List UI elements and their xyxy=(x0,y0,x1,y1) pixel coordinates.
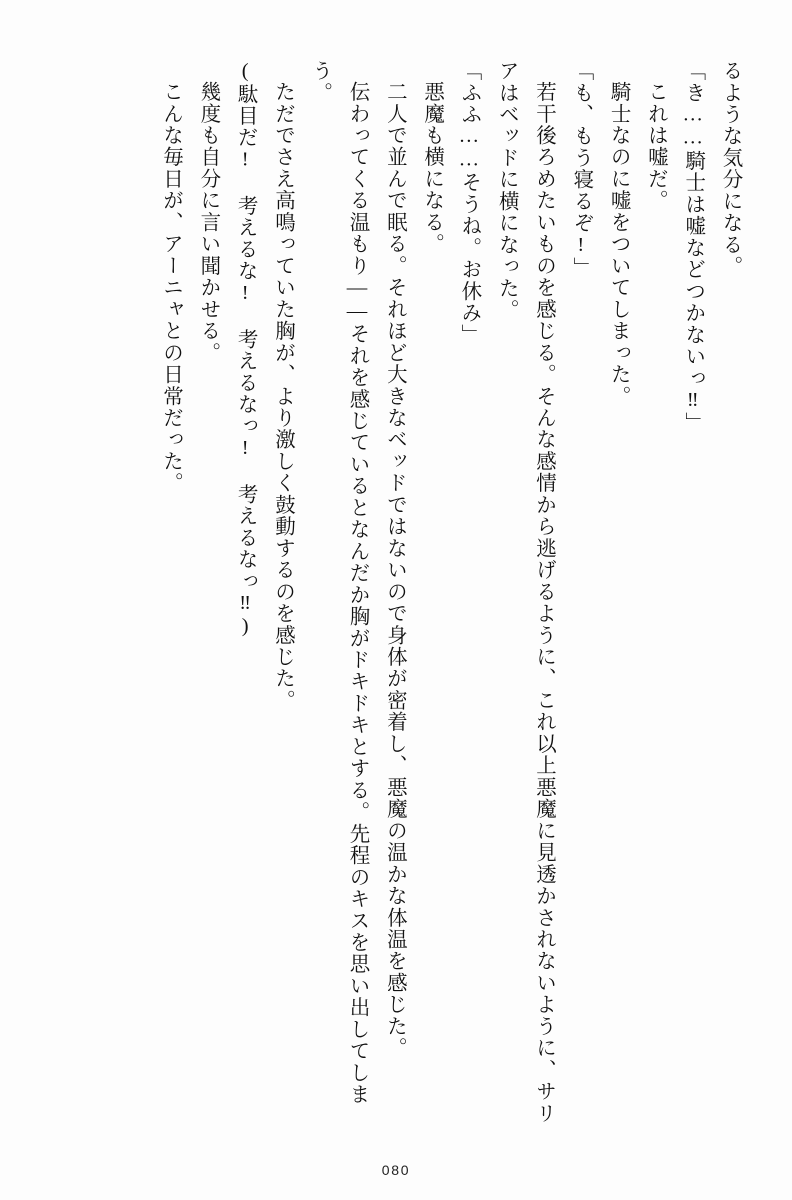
paragraph: こんな毎日が、アーニャとの日常だった。 xyxy=(159,80,182,494)
page-number: 080 xyxy=(381,1162,411,1178)
paragraph: 二人で並んで眠る。それほど大きなベッドではないので身体が密着し、悪魔の温かな体温を感じた。 xyxy=(383,80,406,1059)
paragraph: 悪魔も横になる。 xyxy=(420,80,443,255)
paragraph: 「き……騎士は嘘などつかないっ‼」 xyxy=(681,60,704,434)
paragraph: 伝わってくる温もり――それを感じているとなんだか胸がドキドキとする。先程のキスを思い出してしまう。 xyxy=(308,60,369,1105)
paragraph: ただでさえ高鳴っていた胸が、より激しく鼓動するのを感じた。 xyxy=(271,80,294,711)
paragraph: るような気分になる。 xyxy=(719,60,741,278)
page-body-text xyxy=(44,60,748,1140)
paragraph: 「ふふ……そうね。お休み」 xyxy=(457,60,480,346)
paragraph: 騎士なのに嘘をついてしまった。 xyxy=(607,80,630,407)
paragraph: 若干後ろめたいものを感じる。そんな感情から逃げるように、これ以上悪魔に見透かされないように、サリアはベッドに横になった。 xyxy=(495,60,555,1124)
paragraph: これは嘘だ。 xyxy=(644,80,667,211)
paragraph: 幾度も自分に言い聞かせる。 xyxy=(196,80,219,363)
paragraph: 「も、もう寝るぞ!」 xyxy=(569,60,592,279)
paragraph: (駄目だ! 考えるな! 考えるなっ! 考えるなっ‼) xyxy=(234,60,257,639)
